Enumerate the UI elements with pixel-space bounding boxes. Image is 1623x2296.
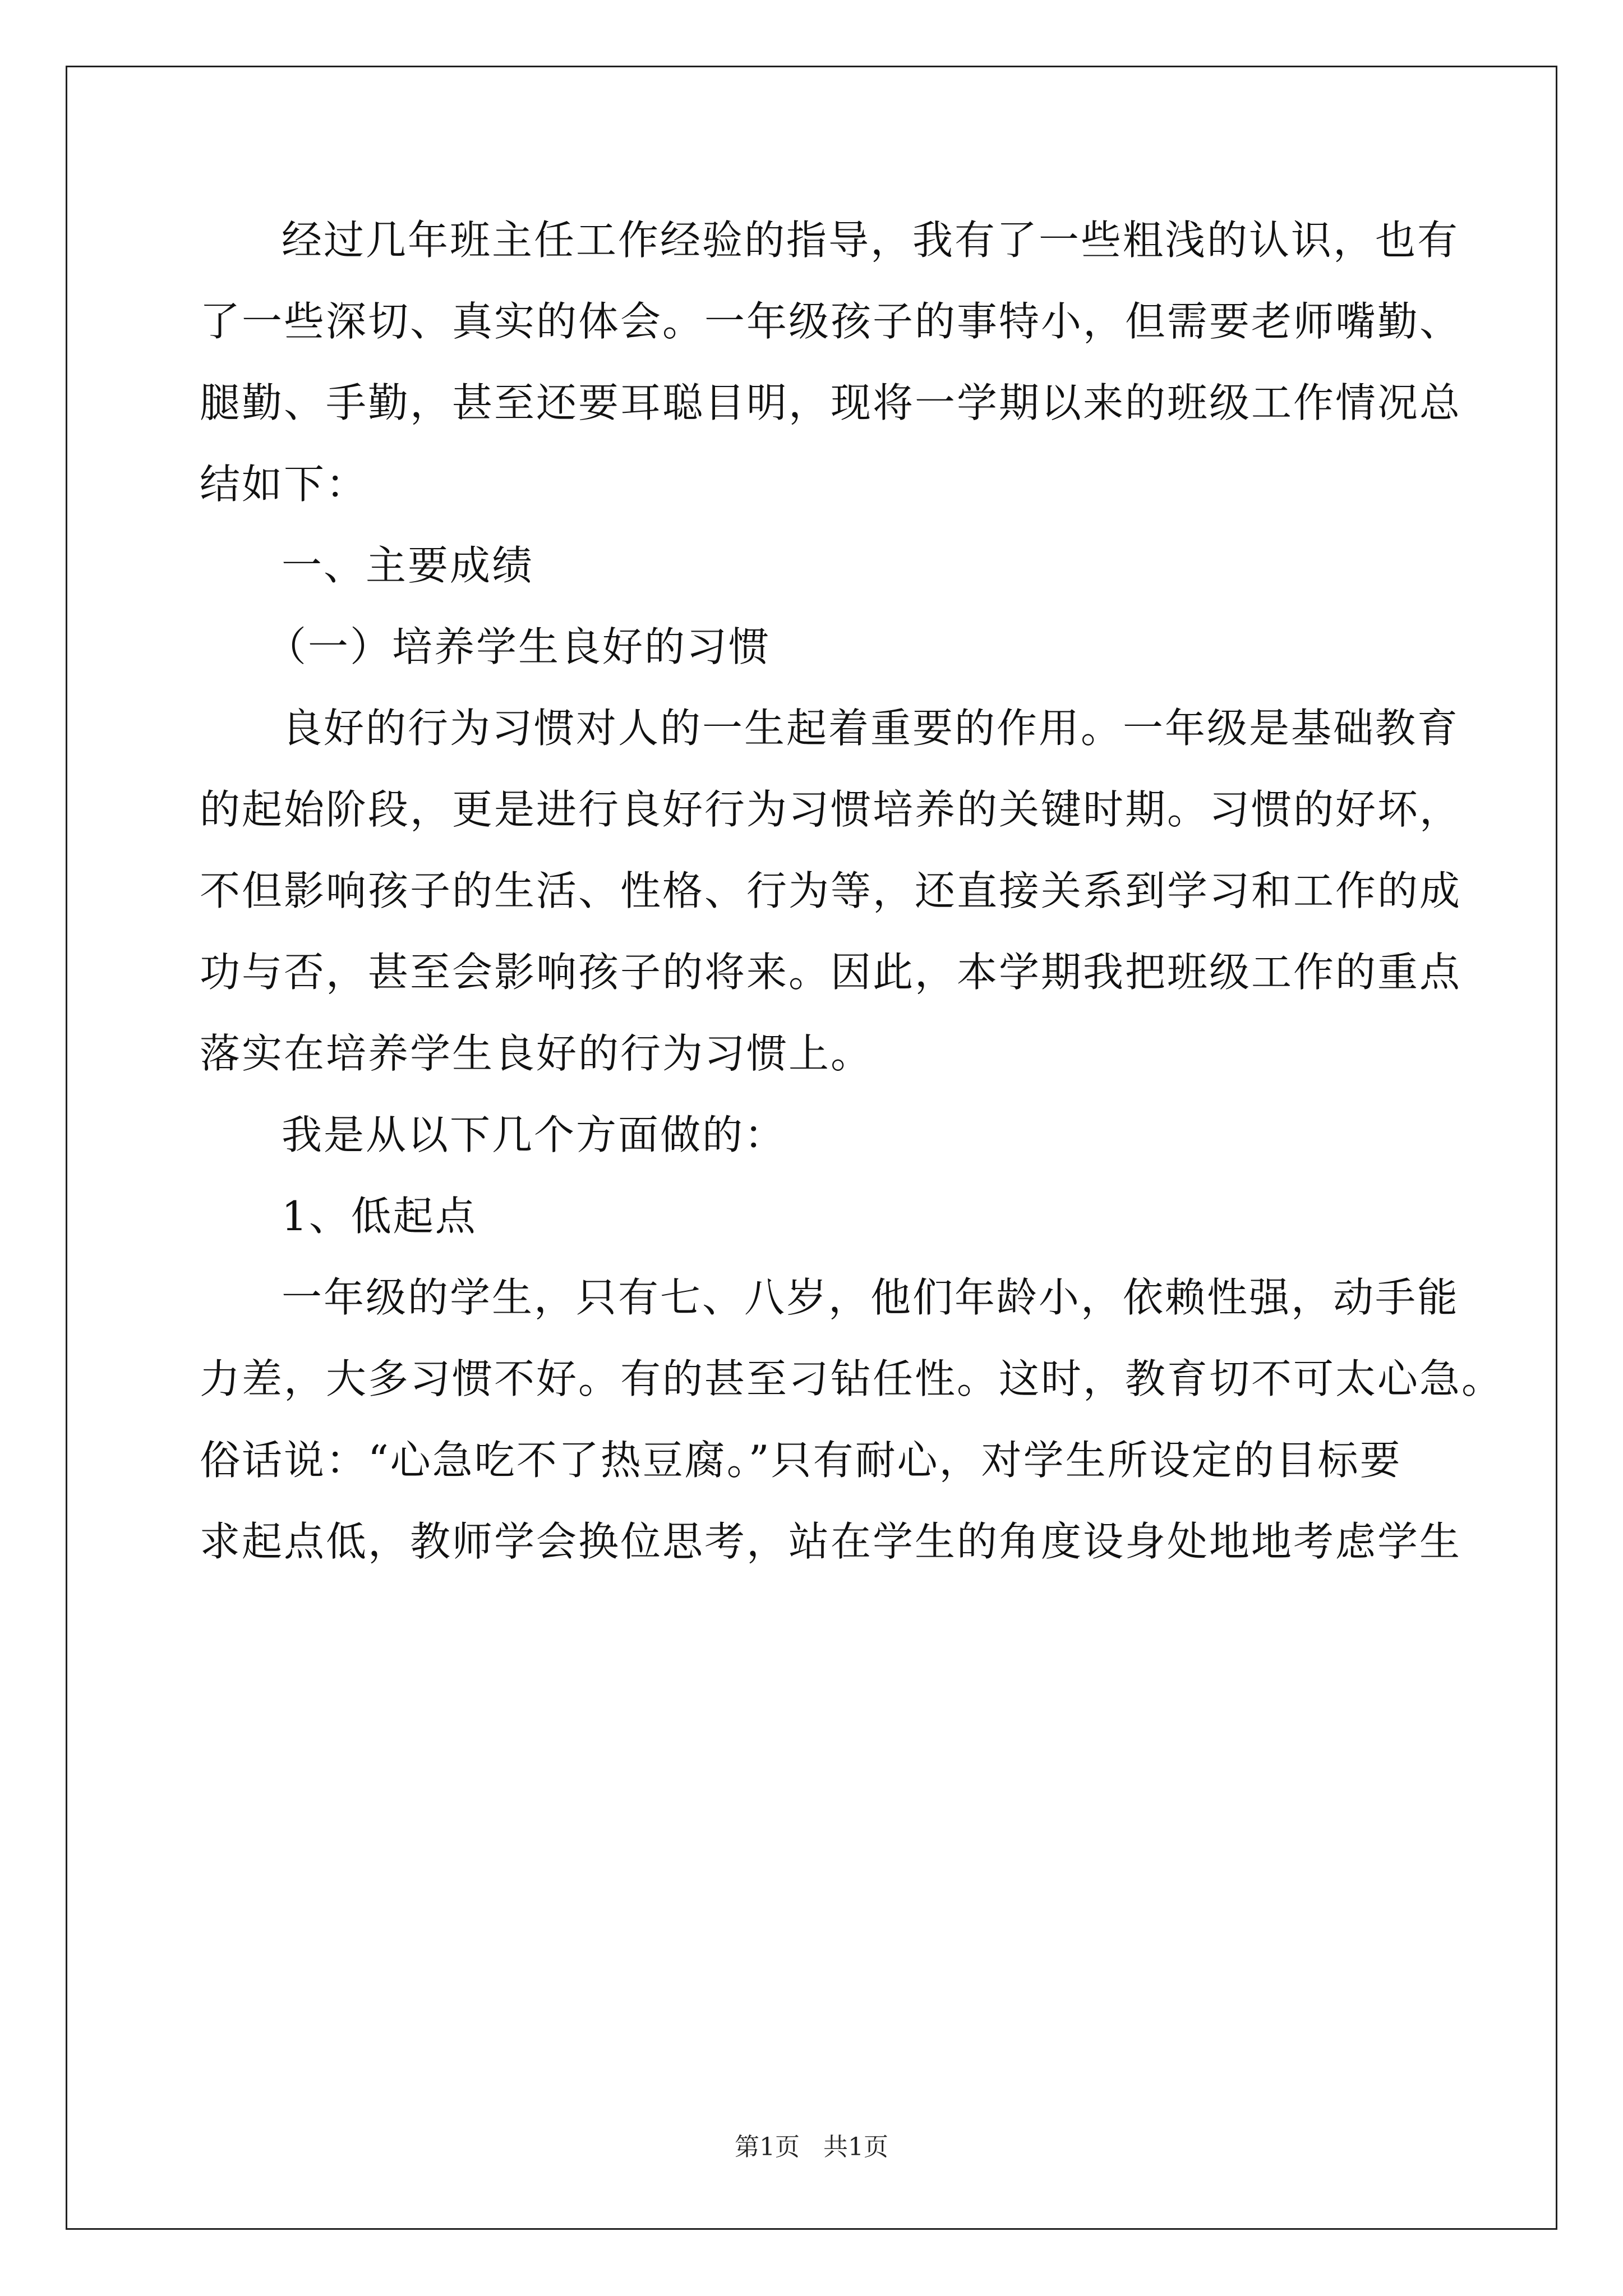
paragraph-line: 了一些深切、真实的体会。一年级孩子的事特小，但需要老师嘴勤、 [200,298,1462,345]
list-item-heading: 1、低起点 [282,1193,477,1240]
paragraph-line: 求起点低，教师学会换位思考，站在学生的角度设身处地地考虑学生 [200,1518,1462,1565]
paragraph-line: 结如下： [200,461,368,508]
paragraph-line: 俗话说：“心急吃不了热豆腐。”只有耐心，对学生所设定的目标要 [200,1437,1402,1484]
paragraph-line: 功与否，甚至会影响孩子的将来。因此，本学期我把班级工作的重点 [200,949,1462,996]
subsection-heading: （一）培养学生良好的习惯 [266,623,771,670]
page-total: 共1页 [823,2133,888,2161]
page-footer [0,2132,1623,2163]
paragraph-line: 经过几年班主任工作经验的指导，我有了一些粗浅的认识，也有 [282,217,1460,264]
page-number: 第1页 [735,2133,800,2161]
paragraph-line: 不但影响孩子的生活、性格、行为等，还直接关系到学习和工作的成 [200,867,1462,914]
paragraph-line: 的起始阶段，更是进行良好行为习惯培养的关键时期。习惯的好坏， [200,786,1462,833]
paragraph-line: 良好的行为习惯对人的一生起着重要的作用。一年级是基础教育 [282,705,1460,752]
paragraph-line: 力差，大多习惯不好。有的甚至刁钻任性。这时，教育切不可太心急。 [200,1355,1504,1402]
paragraph-line: 腿勤、手勤，甚至还要耳聪目明，现将一学期以来的班级工作情况总 [200,379,1462,426]
paragraph-line: 落实在培养学生良好的行为习惯上。 [200,1030,873,1077]
section-heading: 一、主要成绩 [282,542,534,589]
paragraph-line: 一年级的学生，只有七、八岁，他们年龄小，依赖性强，动手能 [282,1274,1460,1321]
paragraph-line: 我是从以下几个方面做的： [282,1111,787,1158]
